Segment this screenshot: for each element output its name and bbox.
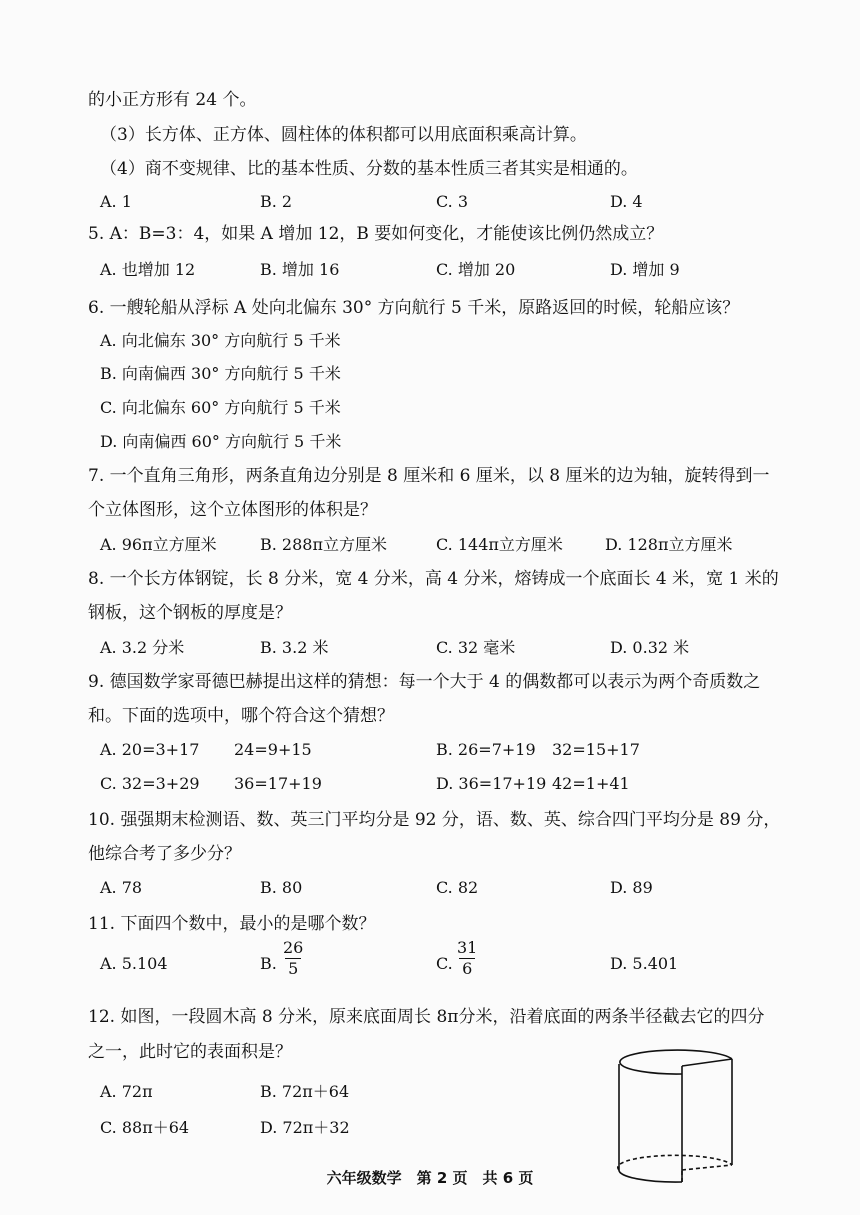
q11-option-d: D. 5.401 <box>610 954 679 973</box>
cut-edge-side <box>682 1059 732 1066</box>
q9-option-a-part2: 24=9+15 <box>234 740 312 759</box>
q10-options <box>100 876 800 900</box>
q11-option-b-fraction <box>280 938 306 979</box>
q8-stem-line1: 8. 一个长方体钢锭，长 8 分米，宽 4 分米，高 4 分米，熔铸成一个底面长 4 米，宽 1 米的 <box>88 569 779 589</box>
q7-option-a: A. 96π立方厘米 <box>100 535 217 554</box>
q10-option-a: A. 78 <box>100 878 143 897</box>
q11-option-a: A. 5.104 <box>100 954 168 973</box>
q12-option-d: D. 72π＋32 <box>260 1118 350 1137</box>
q7-options <box>100 533 800 557</box>
q6-option-a: A. 向北偏东 30° 方向航行 5 千米 <box>100 331 341 350</box>
q4-option-c: C. 3 <box>436 192 469 211</box>
q11-option-b-denominator: 5 <box>285 958 301 979</box>
q5-option-d: D. 增加 9 <box>610 260 680 279</box>
q5-option-b: B. 增加 16 <box>260 260 340 279</box>
q11-option-b-label: B. <box>260 954 277 973</box>
continued-text: 的小正方形有 24 个。 <box>88 90 257 110</box>
q4-option-b: B. 2 <box>260 192 293 211</box>
q5-option-c: C. 增加 20 <box>436 260 516 279</box>
q9-option-b-part2: 32=15+17 <box>552 740 640 759</box>
q11-options <box>100 938 800 978</box>
q6-option-d: D. 向南偏西 60° 方向航行 5 千米 <box>100 432 342 451</box>
q8-option-a: A. 3.2 分米 <box>100 638 185 657</box>
q9-option-a-part1: A. 20=3+17 <box>100 740 200 759</box>
q10-stem-line1: 10. 强强期末检测语、数、英三门平均分是 92 分，语、数、英、综合四门平均分是 89 分， <box>88 810 781 830</box>
q11-option-c-label: C. <box>436 954 453 973</box>
q12-stem-line2: 之一，此时它的表面积是？ <box>88 1042 292 1062</box>
q7-option-d: D. 128π立方厘米 <box>605 535 733 554</box>
q12-option-c: C. 88π＋64 <box>100 1118 190 1137</box>
q9-option-d-part2: 42=1+41 <box>552 774 630 793</box>
q5-stem: 5. A：B=3：4，如果 A 增加 12，B 要如何变化，才能使该比例仍然成立？ <box>88 224 664 244</box>
q6-stem: 6. 一艘轮船从浮标 A 处向北偏东 30° 方向航行 5 千米，原路返回的时候，轮船应该？ <box>88 298 740 318</box>
q9-option-c-part2: 36=17+19 <box>234 774 322 793</box>
q8-option-d: D. 0.32 米 <box>610 638 690 657</box>
q9-options-row2 <box>100 772 800 796</box>
statement-4: （4）商不变规律、比的基本性质、分数的基本性质三者其实是相通的。 <box>100 159 638 179</box>
q11-option-c-fraction <box>454 938 480 979</box>
q11-option-b-numerator: 26 <box>283 938 304 957</box>
q9-stem-line1: 9. 德国数学家哥德巴赫提出这样的猜想：每一个大于 4 的偶数都可以表示为两个奇质数之 <box>88 672 761 692</box>
q6-option-c: C. 向北偏东 60° 方向航行 5 千米 <box>100 398 341 417</box>
q8-option-c: C. 32 毫米 <box>436 638 516 657</box>
q5-options <box>100 258 800 282</box>
q4-options <box>100 190 800 214</box>
q10-option-d: D. 89 <box>610 878 653 897</box>
statement-3: （3）长方体、正方体、圆柱体的体积都可以用底面积乘高计算。 <box>100 125 587 145</box>
q10-stem-line2: 他综合考了多少分？ <box>88 844 241 864</box>
q9-option-b-part1: B. 26=7+19 <box>436 740 536 759</box>
q7-option-c: C. 144π立方厘米 <box>436 535 563 554</box>
q8-options <box>100 636 800 660</box>
q10-option-b: B. 80 <box>260 878 303 897</box>
page-footer: 六年级数学 第 2 页 共 6 页 <box>326 1169 534 1187</box>
q12-option-b: B. 72π＋64 <box>260 1082 350 1101</box>
q11-stem: 11. 下面四个数中，最小的是哪个数？ <box>88 914 376 934</box>
q7-stem-line2: 个立体图形，这个立体图形的体积是？ <box>88 500 377 520</box>
q9-option-d-part1: D. 36=17+19 <box>436 774 547 793</box>
q9-option-c-part1: C. 32=3+29 <box>100 774 200 793</box>
q9-stem-line2: 和。下面的选项中，哪个符合这个猜想？ <box>88 706 394 726</box>
q7-option-b: B. 288π立方厘米 <box>260 535 387 554</box>
q11-option-c-denominator: 6 <box>459 958 475 979</box>
q11-option-c-numerator: 31 <box>457 938 478 957</box>
q10-option-c: C. 82 <box>436 878 479 897</box>
q9-options-row1 <box>100 738 800 762</box>
q4-option-d: D. 4 <box>610 192 643 211</box>
q4-option-a: A. 1 <box>100 192 132 211</box>
q8-stem-line2: 钢板，这个钢板的厚度是？ <box>88 603 292 623</box>
q12-option-a: A. 72π <box>100 1082 153 1101</box>
q6-option-b: B. 向南偏西 30° 方向航行 5 千米 <box>100 364 341 383</box>
q8-option-b: B. 3.2 米 <box>260 638 329 657</box>
q7-stem-line1: 7. 一个直角三角形，两条直角边分别是 8 厘米和 6 厘米，以 8 厘米的边为轴，旋转得到一 <box>88 466 770 486</box>
q12-stem-line1: 12. 如图，一段圆木高 8 分米，原来底面周长 8π分米，沿着底面的两条半径截去它的四分 <box>88 1007 765 1027</box>
q5-option-a: A. 也增加 12 <box>100 260 196 279</box>
